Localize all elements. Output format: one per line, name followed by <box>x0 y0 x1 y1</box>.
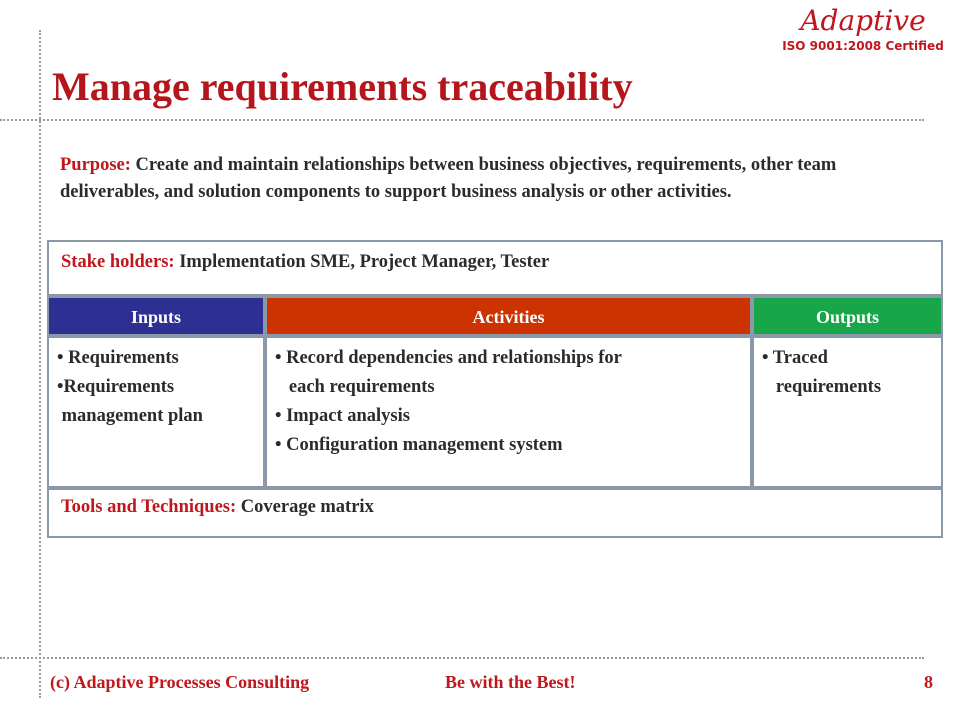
purpose-paragraph <box>60 152 930 206</box>
list-item: • Requirements <box>57 348 179 368</box>
outputs-column <box>752 336 943 488</box>
activities-header: Activities <box>265 296 752 336</box>
footer-motto: Be with the Best! <box>445 672 576 692</box>
stakeholders-label: Stake holders: <box>61 252 175 272</box>
tools-label: Tools and Techniques: <box>61 497 237 517</box>
stakeholders-text: Implementation SME, Project Manager, Tester <box>174 252 550 272</box>
outputs-list <box>754 338 941 402</box>
list-item: •Requirements <box>57 377 175 397</box>
logo-name: Adaptive <box>800 4 926 37</box>
stakeholders-box <box>47 240 943 296</box>
list-item: • Configuration management system <box>275 435 563 455</box>
inputs-header: Inputs <box>47 296 265 336</box>
list-item: • Impact analysis <box>275 406 410 426</box>
tools-box <box>47 488 943 538</box>
list-item: requirements <box>762 377 882 397</box>
list-item: • Record dependencies and relationships for <box>275 348 622 368</box>
list-item: • Traced <box>762 348 828 368</box>
inputs-list <box>49 338 263 431</box>
logo-certification: ISO 9001:2008 Certified <box>782 39 944 53</box>
page-number: 8 <box>924 672 933 692</box>
tools-line <box>61 495 374 519</box>
tools-text: Coverage matrix <box>236 497 374 517</box>
list-item: each requirements <box>275 377 435 397</box>
slide-title: Manage requirements traceability <box>52 64 633 109</box>
title-dotted-rule <box>0 119 924 121</box>
left-dotted-rule <box>39 30 41 698</box>
list-item: management plan <box>57 406 203 426</box>
purpose-label: Purpose: <box>60 155 131 175</box>
activities-column <box>265 336 752 488</box>
inputs-column <box>47 336 265 488</box>
footer-copyright: (c) Adaptive Processes Consulting <box>50 672 310 692</box>
stakeholders-line <box>61 250 549 274</box>
purpose-text: Create and maintain relationships between business objectives, requirements, other team deliverables, and solution components to support business analysis or other activities. <box>60 155 837 202</box>
company-logo <box>778 4 948 54</box>
footer-dotted-rule <box>0 657 924 659</box>
activities-list <box>267 338 750 460</box>
outputs-header: Outputs <box>752 296 943 336</box>
